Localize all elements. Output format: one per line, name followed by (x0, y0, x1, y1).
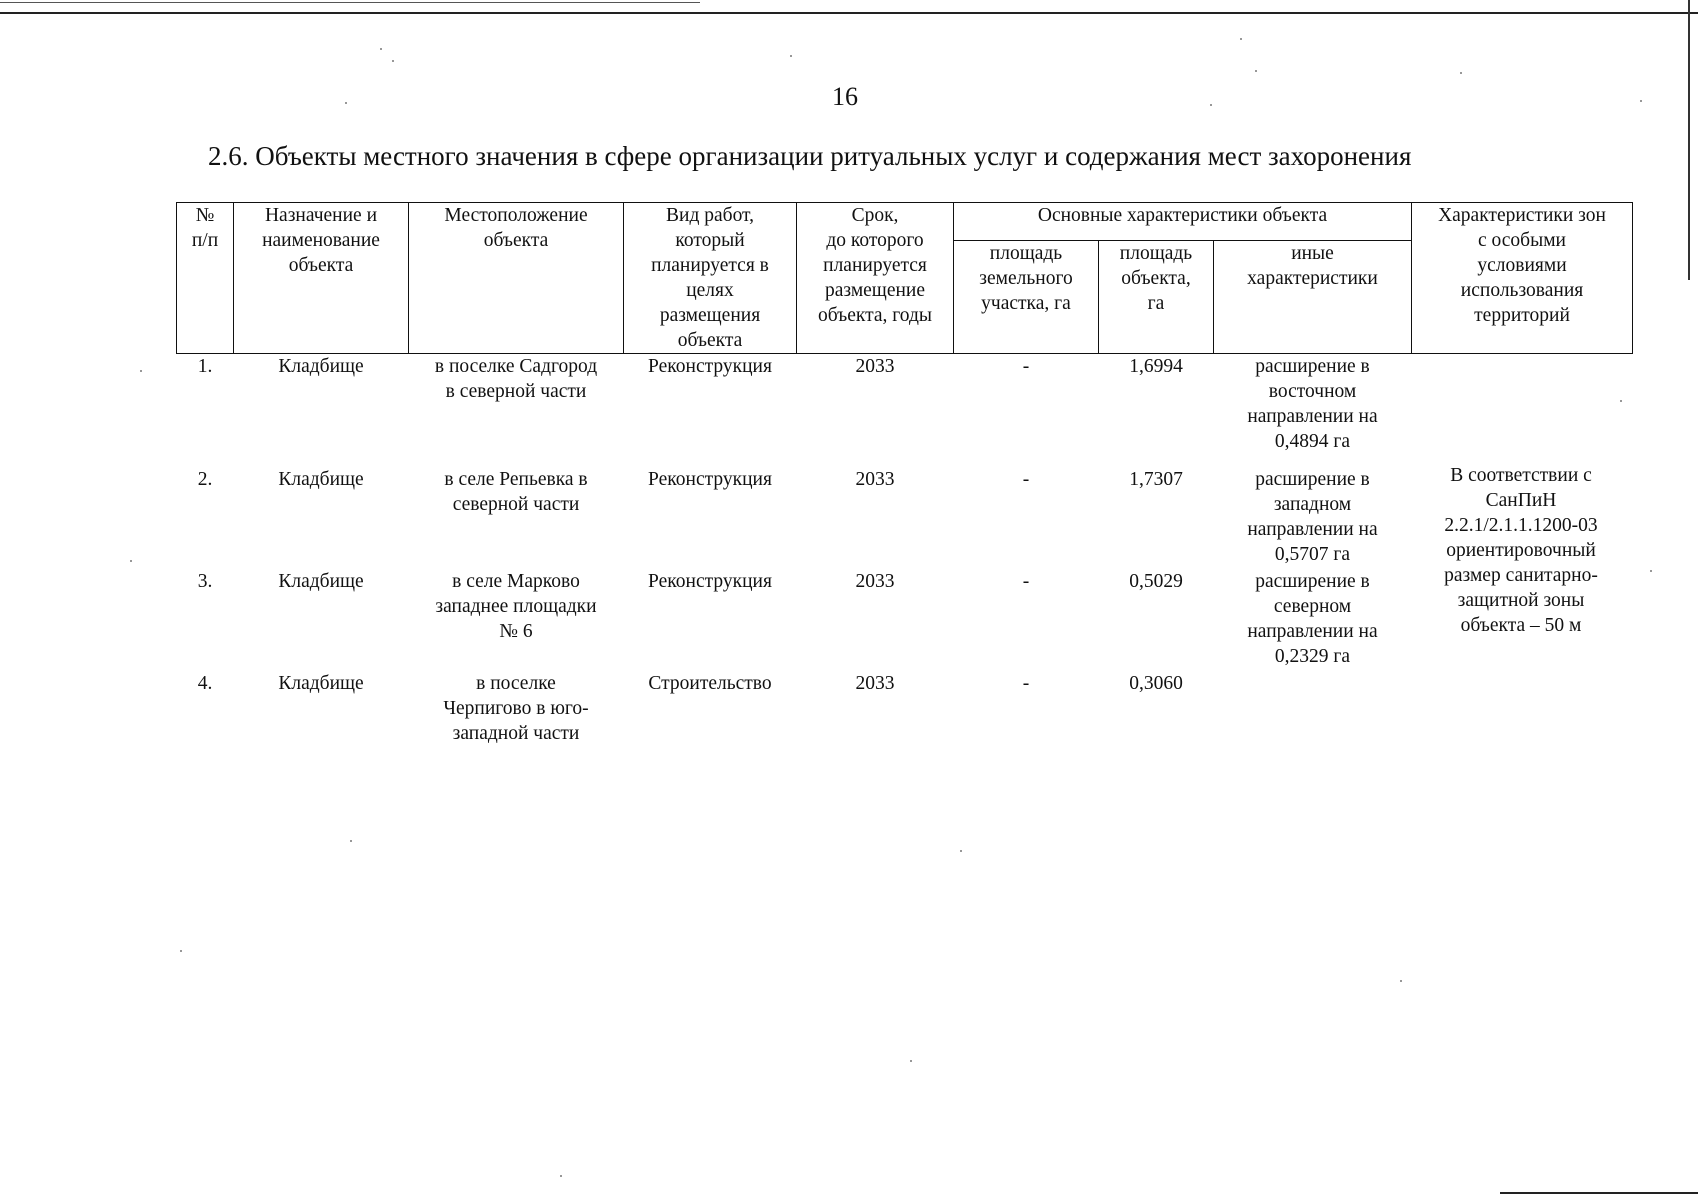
row-location: в поселке Садгород в северной части (434, 356, 598, 402)
row-num: 4. (197, 673, 213, 694)
row-num: 1. (197, 356, 213, 377)
scan-edge-line (1688, 0, 1690, 280)
row-year: 2033 (855, 673, 895, 694)
scan-speck (560, 1175, 562, 1177)
row-other: расширение в западном направлении на 0,5707 га (1247, 469, 1378, 565)
header-num: № п/п (177, 203, 234, 354)
row-year: 2033 (855, 571, 895, 592)
header-other-characteristics: иные характеристики (1214, 241, 1412, 354)
scan-speck (960, 850, 962, 852)
scan-edge-line (0, 12, 1698, 14)
row-land-area: - (1022, 469, 1030, 490)
row-name: Кладбище (278, 469, 364, 490)
table-row (177, 569, 1633, 671)
row-other (1214, 671, 1412, 761)
scan-speck (1255, 70, 1257, 72)
row-land-area: - (1022, 673, 1030, 694)
row-work-type: Реконструкция (648, 356, 772, 377)
header-main-characteristics: Основные характеристики объекта (954, 203, 1412, 241)
scan-speck (130, 560, 132, 562)
scan-speck (1640, 100, 1642, 102)
row-land-area: - (1022, 571, 1030, 592)
header-work-type: Вид работ, который планируется в целях размещения объекта (624, 203, 797, 354)
section-title: 2.6. Объекты местного значения в сфере организации ритуальных услуг и содержания мест захоронения (208, 141, 1412, 171)
table-row (177, 671, 1633, 761)
row-location: в селе Марково западнее площадки № 6 (435, 571, 597, 642)
header-land-area: площадь земельного участка, га (954, 241, 1099, 354)
table-row (177, 467, 1633, 569)
row-work-type: Строительство (648, 673, 772, 694)
row-year: 2033 (855, 356, 895, 377)
row-other: расширение в северном направлении на 0,2329 га (1247, 571, 1378, 667)
row-land-area: - (1022, 356, 1030, 377)
row-name: Кладбище (278, 673, 364, 694)
row-location: в поселке Черпигово в юго- западной части (443, 673, 589, 744)
objects-table (176, 202, 1633, 761)
row-num: 3. (197, 571, 213, 592)
scan-speck (910, 1060, 912, 1062)
header-name: Назначение и наименование объекта (234, 203, 409, 354)
scan-speck (345, 102, 347, 104)
scan-speck (1460, 72, 1462, 74)
row-location: в селе Репьевка в северной части (444, 469, 588, 515)
row-other: расширение в восточном направлении на 0,4894 га (1247, 356, 1378, 452)
row-num: 2. (197, 469, 213, 490)
scan-speck (350, 840, 352, 842)
scan-speck (1210, 104, 1212, 106)
scan-speck (1650, 570, 1652, 572)
row-zone (1412, 354, 1633, 468)
scan-speck (392, 60, 394, 62)
row-name: Кладбище (278, 356, 364, 377)
row-year: 2033 (855, 469, 895, 490)
row-name: Кладбище (278, 571, 364, 592)
scan-speck (1240, 38, 1242, 40)
scan-speck (790, 55, 792, 57)
row-work-type: Реконструкция (648, 469, 772, 490)
scan-speck (380, 48, 382, 50)
row-object-area: 0,5029 (1129, 571, 1183, 592)
scan-speck (180, 950, 182, 952)
row-work-type: Реконструкция (648, 571, 772, 592)
row-object-area: 1,7307 (1129, 469, 1183, 490)
zone-note: В соответствии с СанПиН 2.2.1/2.1.1.1200-03 ориентировочный размер санитарно- защитной зоны объекта – 50 м (1444, 465, 1598, 636)
header-object-area: площадь объекта, га (1099, 241, 1214, 354)
row-zone (1412, 671, 1633, 761)
header-location: Местоположение объекта (409, 203, 624, 354)
page-number: 16 (832, 82, 858, 111)
scan-speck (140, 370, 142, 372)
scan-speck (1620, 400, 1622, 402)
scan-edge-line (1500, 1192, 1698, 1194)
header-deadline: Срок, до которого планируется размещение объекта, годы (797, 203, 954, 354)
table-row (177, 354, 1633, 468)
scan-edge-line (0, 2, 700, 3)
row-object-area: 1,6994 (1129, 356, 1183, 377)
scan-speck (1400, 980, 1402, 982)
row-object-area: 0,3060 (1129, 673, 1183, 694)
header-zone-characteristics: Характеристики зон с особыми условиями использования территорий (1412, 203, 1633, 354)
